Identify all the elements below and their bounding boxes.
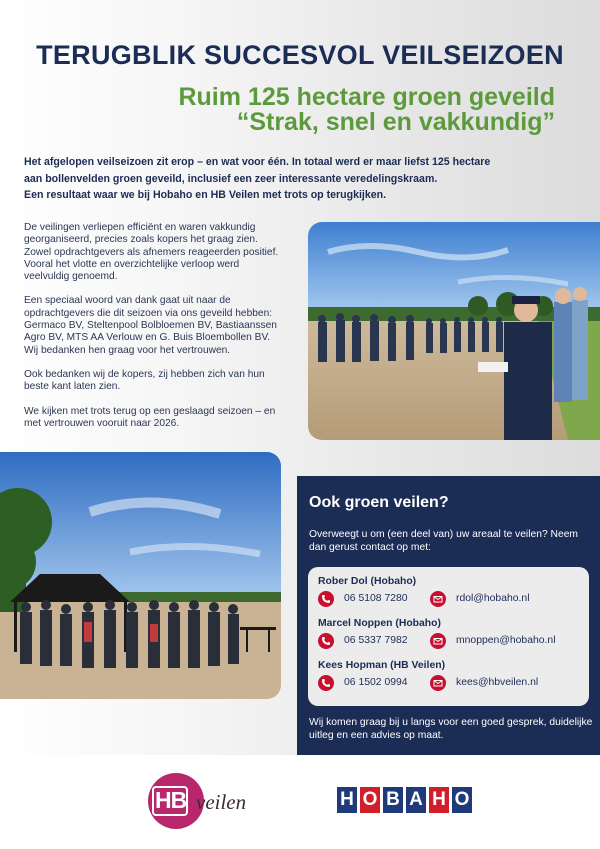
hobaho-letter: O bbox=[360, 787, 380, 813]
phone-number[interactable]: 06 5337 7982 bbox=[344, 635, 408, 646]
phone-icon bbox=[318, 675, 334, 691]
contact-name: Kees Hopman (HB Veilen) bbox=[318, 660, 446, 671]
contact-card bbox=[308, 567, 589, 706]
email-link[interactable]: kees@hbveilen.nl bbox=[456, 677, 539, 688]
intro-line: Het afgelopen veilseizoen zit erop – en wat voor één. In totaal werd er maar liefst 125 hectare bbox=[24, 156, 491, 168]
contact-intro: Overweegt u om (een deel van) uw areaal te veilen? Neem dan gerust contact op met: bbox=[309, 529, 579, 553]
contact-person-rober-dol bbox=[318, 576, 588, 604]
contact-row bbox=[318, 633, 588, 649]
phone-number[interactable]: 06 1502 0994 bbox=[344, 677, 408, 688]
mail-icon bbox=[430, 675, 446, 691]
contact-person-kees-hopman bbox=[318, 660, 588, 688]
footer-logos bbox=[0, 755, 600, 849]
contact-footer: Wij komen graag bij u langs voor een goed gesprek, duidelijke uitleg en een advies op maat. bbox=[309, 717, 593, 741]
hobaho-logo bbox=[337, 787, 497, 813]
phone-number[interactable]: 06 5108 7280 bbox=[344, 593, 408, 604]
contact-name: Rober Dol (Hobaho) bbox=[318, 576, 417, 587]
hb-logo-letters: HB bbox=[155, 787, 187, 813]
body-paragraph: Ook bedanken wij de kopers, zij hebben zich van hun beste kant laten zien. bbox=[24, 368, 265, 393]
body-paragraph: Een speciaal woord van dank gaat uit naar de opdrachtgevers die dit seizoen via ons geveild hebben: Germaco BV, Steltenpool Bolbloemen BV, Bastiaanssen Agro BV, MTS AA Verlouw en G. Buis Bloembollen BV. Wij bedanken hen graag voor het vertrouwen. bbox=[24, 295, 277, 356]
field-auction-photo bbox=[308, 222, 600, 440]
contact-person-marcel-noppen bbox=[318, 618, 588, 646]
mail-icon bbox=[430, 633, 446, 649]
intro-line: aan bollenvelden groen geveild, inclusief een zeer interessante veredelingskraam. bbox=[24, 172, 438, 185]
body-paragraph: We kijken met trots terug op een geslaagd seizoen – en met vertrouwen vooruit naar 2026. bbox=[24, 405, 276, 429]
subtitle-line-2: “Strak, snel en vakkundig” bbox=[236, 108, 555, 136]
page-title: TERUGBLIK SUCCESVOL VEILSEIZOEN bbox=[36, 40, 564, 70]
contact-box bbox=[297, 476, 600, 755]
email-link[interactable]: rdol@hobaho.nl bbox=[456, 593, 530, 604]
email-link[interactable]: mnoppen@hobaho.nl bbox=[456, 635, 556, 646]
intro-paragraph bbox=[24, 154, 544, 204]
contact-title: Ook groen veilen? bbox=[309, 494, 449, 511]
contact-row bbox=[318, 591, 588, 607]
hobaho-letter: O bbox=[452, 787, 472, 813]
hobaho-letter: A bbox=[406, 787, 426, 813]
subtitle-line-1: Ruim 125 hectare groen geveild bbox=[178, 83, 555, 111]
hobaho-letter: H bbox=[337, 787, 357, 813]
hobaho-letter: H bbox=[429, 787, 449, 813]
mail-icon bbox=[430, 591, 446, 607]
group-field-photo bbox=[0, 452, 281, 699]
intro-line: Een resultaat waar we bij Hobaho en HB Veilen met trots op terugkijken. bbox=[24, 189, 387, 201]
phone-icon bbox=[318, 591, 334, 607]
hobaho-letter: B bbox=[383, 787, 403, 813]
phone-icon bbox=[318, 633, 334, 649]
contact-row bbox=[318, 675, 588, 691]
hb-logo-word: veilen bbox=[196, 790, 247, 814]
body-paragraph: De veilingen verliepen efficiënt en waren vakkundig georganiseerd, precies zoals kopers het graag zien. Zowel opdrachtgevers als afnemers reageerden positief. Vooral het vlotte en overzichtelijke verloop werd veelvuldig genoemd. bbox=[24, 222, 279, 283]
body-text bbox=[24, 222, 286, 442]
contact-name: Marcel Noppen (Hobaho) bbox=[318, 618, 441, 629]
hb-veilen-logo bbox=[148, 773, 260, 829]
